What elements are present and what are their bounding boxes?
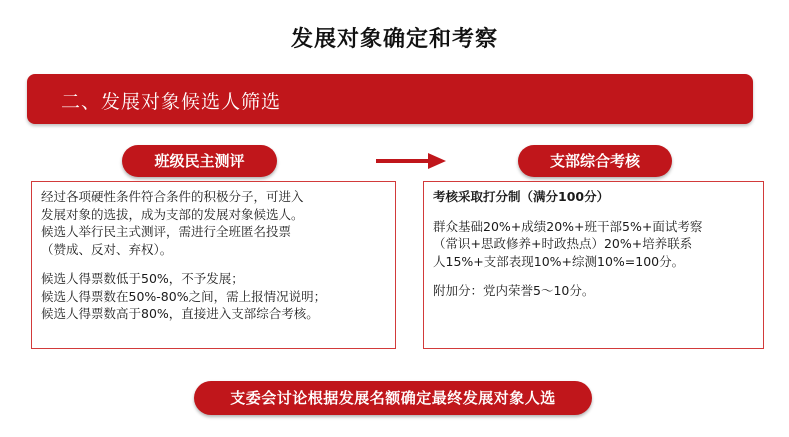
evaluation-details-box	[31, 181, 396, 349]
final-decision-pill: 支委会讨论根据发展名额确定最终发展对象人选	[194, 381, 592, 415]
assessment-paragraph-1: 群众基础20%+成绩20%+班干部5%+面试考察 （常识+思政修养+时政热点）20%+培养联系 人15%+支部表现10%+综测10%=100分。	[433, 218, 703, 269]
assessment-heading: 考核采取打分制（满分100分）	[433, 189, 610, 204]
assessment-paragraph-2: 附加分：党内荣誉5～10分。	[433, 283, 595, 298]
evaluation-paragraph-1: 经过各项硬性条件符合条件的积极分子，可进入 发展对象的选拔，成为支部的发展对象候选人。 候选人举行民主式测评，需进行全班匿名投票 （赞成、反对、弃权）。	[41, 189, 304, 257]
page-title: 发展对象确定和考察	[290, 26, 498, 52]
assessment-details-box	[423, 181, 764, 349]
section-banner	[27, 74, 753, 124]
right-arrow-icon	[376, 150, 446, 172]
section-banner-text: 二、发展对象候选人筛选	[61, 91, 282, 113]
step-democratic-evaluation: 班级民主测评	[122, 145, 277, 177]
evaluation-paragraph-2: 候选人得票数低于50%，不予发展； 候选人得票数在50%-80%之间，需上报情况说明； 候选人得票数高于80%，直接进入支部综合考核。	[41, 271, 327, 321]
step-branch-assessment: 支部综合考核	[518, 145, 672, 177]
